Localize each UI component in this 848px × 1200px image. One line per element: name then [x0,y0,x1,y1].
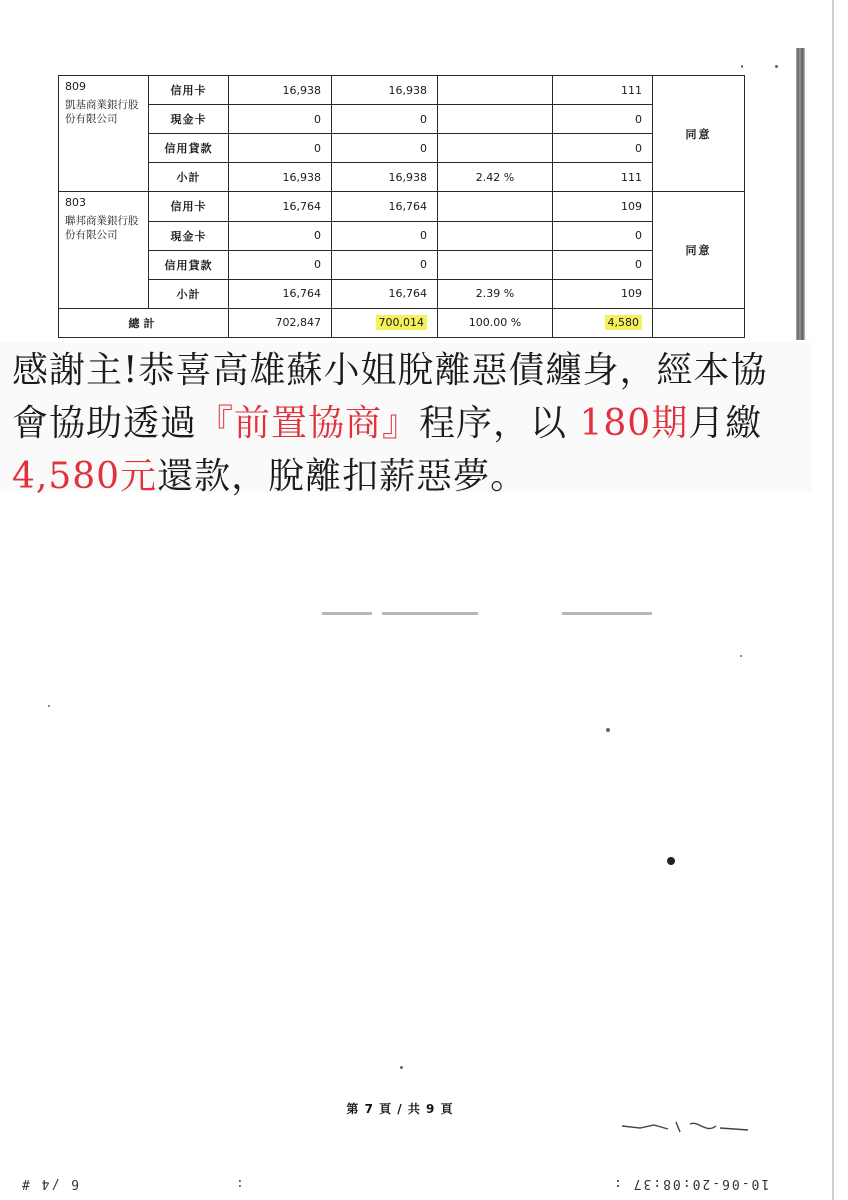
table-row [59,76,745,105]
fax-header-timestamp: 10-06-20:08:37 : [612,1176,770,1191]
highlighted-value: 700,014 [376,315,428,330]
payment-cell: 0 [553,105,653,134]
bank-name: 凱基商業銀行股份有限公司 [65,99,139,125]
amount-cell: 16,764 [332,192,438,221]
caption-highlight: 180期 [579,403,689,444]
amount-cell: 0 [332,134,438,163]
scan-noise [322,612,372,615]
debt-type: 小計 [149,163,229,192]
table-row [59,250,745,279]
debt-type: 信用卡 [149,192,229,221]
scan-edge-shadow [796,48,805,340]
debt-type: 信用貸款 [149,250,229,279]
amount-cell: 0 [332,250,438,279]
percent-cell: 2.39 % [438,279,553,308]
percent-cell [438,250,553,279]
amount-cell: 0 [229,221,332,250]
percent-cell [438,221,553,250]
total-monthly-payment [553,308,653,337]
scan-noise [382,612,478,615]
scan-noise [562,612,652,615]
subtotal-row [59,163,745,192]
fax-header-separator: : [236,1176,244,1191]
amount-cell: 16,938 [229,76,332,105]
amount-cell: 0 [229,105,332,134]
scan-noise [740,655,742,657]
debt-type: 現金卡 [149,221,229,250]
amount-cell: 16,938 [332,76,438,105]
amount-cell: 16,938 [229,163,332,192]
handwritten-mark [620,1116,750,1140]
total-amount: 702,847 [229,308,332,337]
payment-cell: 111 [553,76,653,105]
total-row [59,308,745,337]
percent-cell [438,192,553,221]
caption-highlight: 『前置協商』 [197,403,420,444]
page-number: 第 7 頁 / 共 9 頁 [346,1102,454,1116]
amount-cell: 16,764 [229,192,332,221]
percent-cell [438,105,553,134]
debt-type: 信用卡 [149,76,229,105]
amount-cell: 0 [332,221,438,250]
caption-highlight: 4,580元 [12,456,158,497]
amount-cell: 16,938 [332,163,438,192]
debt-type: 小計 [149,279,229,308]
bank-code: 809 [65,80,86,93]
bank-code: 803 [65,196,86,210]
empty-cell [653,308,745,337]
table-row [59,192,745,221]
table-row [59,105,745,134]
bank-cell [59,192,149,308]
scan-noise [741,65,743,68]
payment-cell: 109 [553,192,653,221]
debt-type: 現金卡 [149,105,229,134]
subtotal-row [59,279,745,308]
scan-noise [400,1066,403,1069]
scan-noise [667,857,675,865]
testimonial-caption [12,344,802,503]
caption-text: 還款，脫離扣薪惡夢。 [157,456,528,497]
percent-cell: 2.42 % [438,163,553,192]
debt-type: 信用貸款 [149,134,229,163]
amount-cell: 0 [229,250,332,279]
scan-noise [775,65,778,68]
percent-cell [438,76,553,105]
debt-negotiation-table [58,75,745,338]
page-edge [832,0,834,1200]
payment-cell: 111 [553,163,653,192]
scan-noise [48,705,50,707]
payment-cell: 109 [553,279,653,308]
caption-text: 月繳 [688,403,763,444]
payment-cell: 0 [553,250,653,279]
total-label: 總計 [59,308,229,337]
payment-cell: 0 [553,134,653,163]
decision-cell: 同意 [653,76,745,192]
caption-text: 感謝主!恭喜高雄蘇小姐脫離惡債纏身，經本協會協助透過 [12,350,768,444]
decision-cell: 同意 [653,192,745,308]
payment-cell: 0 [553,221,653,250]
bank-cell [59,76,149,192]
amount-cell: 0 [229,134,332,163]
percent-cell [438,134,553,163]
amount-cell: 0 [332,105,438,134]
fax-header-left: 6 /4 # [20,1176,79,1191]
amount-cell: 16,764 [332,279,438,308]
total-percent: 100.00 % [438,308,553,337]
caption-text: 程序，以 [419,403,568,444]
total-negotiated [332,308,438,337]
amount-cell: 16,764 [229,279,332,308]
table-row [59,221,745,250]
scan-noise [606,728,610,732]
bank-name: 聯邦商業銀行股份有限公司 [65,215,139,242]
highlighted-value: 4,580 [605,315,643,330]
table-row [59,134,745,163]
